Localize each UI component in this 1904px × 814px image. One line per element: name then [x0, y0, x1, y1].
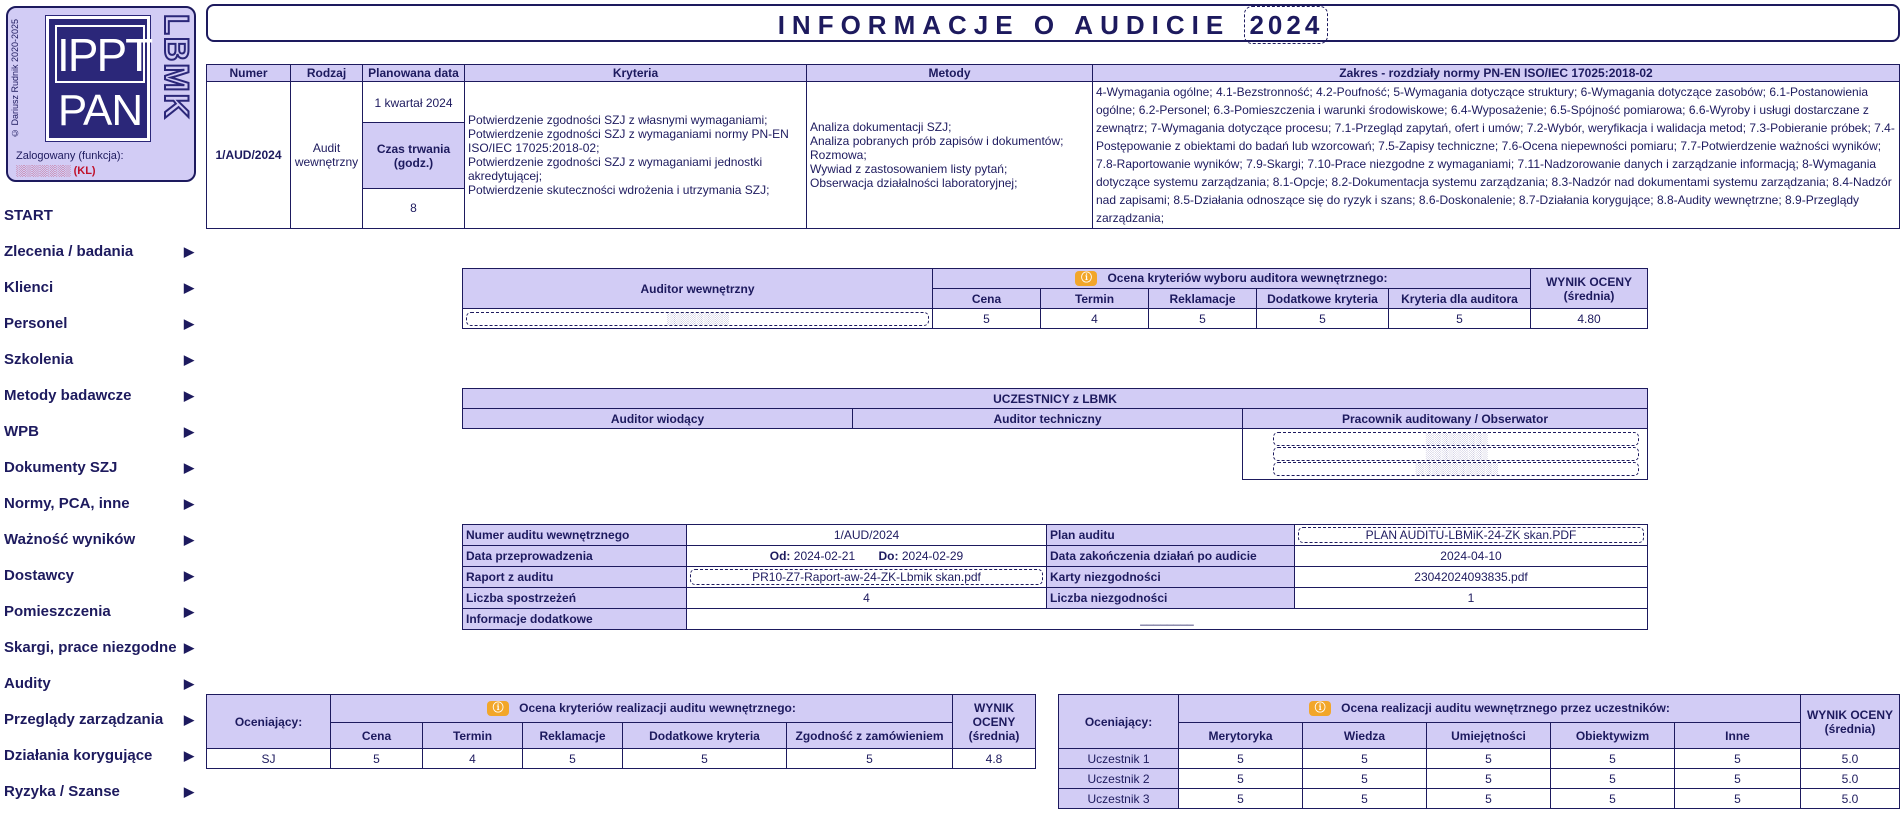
participant-score: 5	[1303, 789, 1427, 809]
nav-item-label: Pomieszczenia	[4, 603, 111, 620]
zakonczenie-label: Data zakończenia działań po audicie	[1047, 546, 1295, 567]
data-value	[687, 546, 1047, 567]
audit-details-table	[462, 524, 1648, 630]
col-termin: Termin	[1041, 289, 1149, 309]
plan-file-link[interactable]: PLAN AUDITU-LBMiK-24-ZK skan.PDF	[1298, 527, 1644, 543]
nav-item-personel[interactable]	[4, 312, 194, 336]
col-kryteria-auditora: Kryteria dla auditora	[1389, 289, 1531, 309]
nav-item-szkolenia[interactable]	[4, 348, 194, 372]
participant-score: 5	[1303, 769, 1427, 789]
info-icon[interactable]: ⓘ	[1075, 271, 1097, 286]
chevron-right-icon: ▶	[184, 280, 194, 295]
karty-label: Karty niezgodności	[1047, 567, 1295, 588]
col-pracownik: Pracownik auditowany / Obserwator	[1243, 409, 1648, 429]
do-label: Do:	[878, 549, 899, 563]
table-row	[463, 429, 1648, 480]
logo-panel	[6, 6, 196, 182]
chevron-right-icon: ▶	[184, 532, 194, 547]
raport-file-link[interactable]: PR10-Z7-Raport-aw-24-ZK-Lbmik skan.pdf	[690, 569, 1043, 585]
participant-score: 5	[1675, 789, 1801, 809]
year-selector[interactable]: 2024	[1244, 6, 1328, 44]
nav-item-wpb[interactable]	[4, 420, 194, 444]
od-label: Od:	[769, 549, 791, 563]
auditor-name-field[interactable]: ░░░░░░░░░	[466, 312, 929, 326]
nav-item-pomieszczenia[interactable]	[4, 600, 194, 624]
participant-score: 5	[1675, 749, 1801, 769]
nav-item-label: Klienci	[4, 279, 54, 296]
participant-score: 5	[1427, 789, 1551, 809]
nav-item-ryzyka[interactable]	[4, 780, 194, 804]
table-row	[1059, 749, 1900, 769]
data-label: Data przeprowadzenia	[463, 546, 687, 567]
audit-kryteria	[465, 82, 807, 229]
participant-name: Uczestnik 2	[1059, 769, 1179, 789]
col-wiedza: Wiedza	[1303, 723, 1427, 749]
audit-numer: 1/AUD/2024	[207, 82, 291, 229]
realization-avg: 4.8	[953, 749, 1036, 769]
logo-pan-text: PAN	[57, 86, 143, 135]
col-reklamacje: Reklamacje	[523, 723, 623, 749]
od-value: 2024-02-21	[793, 549, 856, 563]
do-value: 2024-02-29	[901, 549, 964, 563]
nav-item-zlecenia[interactable]	[4, 240, 194, 264]
col-reklamacje: Reklamacje	[1149, 289, 1257, 309]
nav-item-skargi[interactable]	[4, 636, 194, 660]
nav-item-waznosc[interactable]	[4, 528, 194, 552]
chevron-right-icon: ▶	[184, 676, 194, 691]
niezgodnosci-label: Liczba niezgodności	[1047, 588, 1295, 609]
chevron-right-icon: ▶	[184, 460, 194, 475]
participant-score: 5	[1179, 749, 1303, 769]
nav-item-label: Metody badawcze	[4, 387, 132, 404]
col-dodatkowe: Dodatkowe kryteria	[623, 723, 787, 749]
metody-line: Obserwacja działalności laboratoryjnej;	[810, 176, 1018, 190]
participants-eval-group	[1179, 695, 1801, 723]
nav-start-label: START	[4, 207, 53, 224]
realization-reklamacje: 5	[523, 749, 623, 769]
auditor-eval-table	[462, 268, 1648, 329]
metody-line: Analiza dokumentacji SZJ;	[810, 120, 952, 134]
col-cena: Cena	[933, 289, 1041, 309]
info-label: Informacje dodatkowe	[463, 609, 687, 630]
participant-score: 5	[1427, 749, 1551, 769]
nav-item-label: Ważność wyników	[4, 531, 136, 548]
chevron-right-icon: ▶	[184, 424, 194, 439]
auditor-eval-group	[933, 269, 1531, 289]
nav-item-dzialania[interactable]	[4, 744, 194, 768]
karty-file-link[interactable]: 23042024093835.pdf	[1295, 567, 1648, 588]
audit-planned: 1 kwartał 2024	[363, 83, 464, 123]
col-zgodnosc: Zgodność z zamówieniem	[787, 723, 953, 749]
page-title	[206, 4, 1900, 42]
nav-item-label: Audity	[4, 675, 51, 692]
col-zakres: Zakres - rozdziały normy PN-EN ISO/IEC 17025:2018-02	[1093, 65, 1900, 82]
metody-line: Rozmowa;	[810, 148, 867, 162]
nav-item-label: Ryzyka / Szanse	[4, 783, 120, 800]
numer-label: Numer auditu wewnętrznego	[463, 525, 687, 546]
col-umiejetnosci: Umiejętności	[1427, 723, 1551, 749]
spostrzezenia-value: 4	[687, 588, 1047, 609]
nav-item-label: Szkolenia	[4, 351, 74, 368]
participants-title: UCZESTNICY z LBMK	[463, 389, 1648, 409]
nav-item-label: Dokumenty SZJ	[4, 459, 118, 476]
col-obiektywizm: Obiektywizm	[1551, 723, 1675, 749]
nav-item-label: Przeglądy zarządzania	[4, 711, 164, 728]
col-kryteria: Kryteria	[465, 65, 807, 82]
realization-group	[331, 695, 953, 723]
participant-score: 5	[1551, 789, 1675, 809]
kryteria-line: Potwierdzenie zgodności SZJ z wymaganiami jednostki akredytującej;	[468, 155, 763, 183]
chevron-right-icon: ▶	[184, 604, 194, 619]
participant-score: 5	[1675, 769, 1801, 789]
participants-result-label: WYNIK OCENY (średnia)	[1801, 695, 1900, 749]
participant-score: 5	[1551, 769, 1675, 789]
realization-termin: 4	[423, 749, 523, 769]
info-icon[interactable]: ⓘ	[1309, 701, 1331, 716]
participants-table	[462, 388, 1648, 480]
numer-value: 1/AUD/2024	[687, 525, 1047, 546]
login-label: Zalogowany (funkcja):	[16, 150, 124, 162]
table-row	[1059, 789, 1900, 809]
auditor-cena: 5	[933, 309, 1041, 329]
chevron-right-icon: ▶	[184, 316, 194, 331]
realization-dodatkowe: 5	[623, 749, 787, 769]
audit-table-header	[207, 65, 1900, 82]
nav-item-normy[interactable]	[4, 492, 194, 516]
realization-group-label: Ocena kryteriów realizacji auditu wewnętrznego:	[519, 700, 796, 715]
nav-item-dostawcy[interactable]	[4, 564, 194, 588]
table-row	[207, 749, 1036, 769]
page-title-text: INFORMACJE O AUDICIE	[777, 10, 1231, 40]
audit-row	[207, 82, 1900, 229]
chevron-right-icon: ▶	[184, 748, 194, 763]
plan-label: Plan auditu	[1047, 525, 1295, 546]
table-row	[463, 309, 1648, 329]
nav-start[interactable]	[4, 204, 194, 228]
participant-name: Uczestnik 3	[1059, 789, 1179, 809]
nav-item-label: Dostawcy	[4, 567, 75, 584]
chevron-right-icon: ▶	[184, 496, 194, 511]
kryteria-line: Potwierdzenie skuteczności wdrożenia i utrzymania SZJ;	[468, 183, 770, 197]
spostrzezenia-label: Liczba spostrzeżeń	[463, 588, 687, 609]
nav-item-label: WPB	[4, 423, 39, 440]
col-inne: Inne	[1675, 723, 1801, 749]
col-auditor-wiodacy: Auditor wiodący	[463, 409, 853, 429]
participant-score: 5	[1179, 789, 1303, 809]
logo-ippt-text: IPPT	[55, 25, 145, 83]
observer-field[interactable]: ░░░░░░░░░	[1273, 447, 1639, 461]
raport-label: Raport z auditu	[463, 567, 687, 588]
copyright-text: © Dariusz Rudnik 2020-2025	[10, 18, 20, 138]
col-auditor: Auditor wewnętrzny	[463, 269, 933, 309]
duration-value: 8	[410, 201, 417, 215]
participants-rater-label: Oceniający:	[1059, 695, 1179, 749]
nav-item-dokumenty[interactable]	[4, 456, 194, 480]
audit-table	[206, 64, 1900, 229]
nav-item-label: Działania korygujące	[4, 747, 153, 764]
col-planowana-data: Planowana data	[363, 65, 465, 82]
duration-label: Czas trwania (godz.)	[363, 123, 464, 189]
auditor-reklamacje: 5	[1149, 309, 1257, 329]
col-rodzaj: Rodzaj	[291, 65, 363, 82]
kryteria-line: Potwierdzenie zgodności SZJ z własnymi wymaganiami;	[468, 113, 768, 127]
chevron-right-icon: ▶	[184, 712, 194, 727]
logo-lbmk-text: LBMK	[157, 14, 195, 121]
chevron-right-icon: ▶	[184, 568, 194, 583]
auditor-termin: 4	[1041, 309, 1149, 329]
auditor-avg: 4.80	[1531, 309, 1648, 329]
login-user: ░░░░░░░ (KL)	[16, 165, 96, 177]
auditor-dodatkowe: 5	[1257, 309, 1389, 329]
chevron-right-icon: ▶	[184, 784, 194, 799]
col-dodatkowe: Dodatkowe kryteria	[1257, 289, 1389, 309]
info-icon[interactable]: ⓘ	[487, 701, 509, 716]
col-metody: Metody	[807, 65, 1093, 82]
nav-item-label: Zlecenia / badania	[4, 243, 134, 260]
niezgodnosci-value: 1	[1295, 588, 1648, 609]
metody-line: Wywiad z zastosowaniem listy pytań;	[810, 162, 1008, 176]
observer-field[interactable]: ░░░░░░░░░░░░	[1273, 462, 1639, 476]
nav-item-label: Personel	[4, 315, 68, 332]
col-numer: Numer	[207, 65, 291, 82]
participant-avg: 5.0	[1801, 749, 1900, 769]
realization-zgodnosc: 5	[787, 749, 953, 769]
observer-field[interactable]: ░░░░░░░░░	[1273, 432, 1639, 446]
nav-item-audity[interactable]	[4, 672, 194, 696]
auditor-eval-group-label: Ocena kryteriów wyboru auditora wewnętrznego:	[1107, 270, 1388, 285]
realization-result-label: WYNIK OCENY (średnia)	[953, 695, 1036, 749]
audit-rodzaj: Audit wewnętrzny	[291, 82, 363, 229]
realization-eval-table	[206, 694, 1036, 769]
participant-score: 5	[1427, 769, 1551, 789]
audit-planned-cell	[363, 82, 465, 229]
auditor-kryteria: 5	[1389, 309, 1531, 329]
table-row	[1059, 769, 1900, 789]
participant-score: 5	[1551, 749, 1675, 769]
nav-item-label: Skargi, prace niezgodne	[4, 639, 177, 656]
col-result: WYNIK OCENY (średnia)	[1531, 269, 1648, 309]
nav-item-klienci[interactable]	[4, 276, 194, 300]
participant-score: 5	[1303, 749, 1427, 769]
chevron-right-icon: ▶	[184, 388, 194, 403]
realization-rater: SJ	[207, 749, 331, 769]
realization-rater-label: Oceniający:	[207, 695, 331, 749]
info-value: ________	[687, 609, 1648, 630]
participants-eval-group-label: Ocena realizacji auditu wewnętrznego przez uczestników:	[1341, 700, 1670, 715]
participants-eval-table	[1058, 694, 1900, 809]
chevron-right-icon: ▶	[184, 352, 194, 367]
nav-item-metody[interactable]	[4, 384, 194, 408]
participant-avg: 5.0	[1801, 769, 1900, 789]
nav-item-przeglady[interactable]	[4, 708, 194, 732]
col-cena: Cena	[331, 723, 423, 749]
participant-avg: 5.0	[1801, 789, 1900, 809]
participant-name: Uczestnik 1	[1059, 749, 1179, 769]
metody-line: Analiza pobranych prób zapisów i dokumentów;	[810, 134, 1064, 148]
audit-metody	[807, 82, 1093, 229]
ippt-pan-logo	[46, 16, 150, 141]
nav-item-label: Normy, PCA, inne	[4, 495, 130, 512]
col-merytoryka: Merytoryka	[1179, 723, 1303, 749]
participant-score: 5	[1179, 769, 1303, 789]
realization-cena: 5	[331, 749, 423, 769]
kryteria-line: Potwierdzenie zgodności SZJ z wymaganiami normy PN-EN ISO/IEC 17025:2018-02;	[468, 127, 789, 155]
audit-zakres: 4-Wymagania ogólne; 4.1-Bezstronność; 4.2-Poufność; 5-Wymagania dotyczące struktury; 6-Wymagania dotyczące zasobów; 6.1-Postanowienia ogólne; 6.2-Personel; 6.3-Pomieszczenia i warunki środowiskowe; 6.4-Wyposażenie; 6.5-Spójność pomiarowa; 6.6-Wyroby i usługi dostarczane z zewnątrz; 7-Wymagania dotyczące procesu; 7.1-Przegląd zapytań, ofert i umów; 7.2-Wybór, weryfikacja i walidacja metod; 7.3-Pobieranie próbek; 7.4-Postępowanie z obiektami do badań lub wzorcowań; 7.5-Zapisy techniczne; 7.6-Ocena niepewności pomiaru; 7.7-Potwierdzenie ważności wyników; 7.8-Raportowanie wyników; 7.9-Skargi; 7.10-Prace niezgodne z wymaganiami; 7.11-Nadzorowanie danych i zarządzanie informacją; 8-Wymagania dotyczące systemu zarządzania; 8.1-Opcje; 8.2-Dokumentacja systemu zarządzania; 8.3-Nadzór nad dokumentami systemu zarządzania; 8.4-Nadzór nad zapisami; 8.5-Działania odnoszące się do ryzyk i szans; 8.6-Doskonalenie; 8.7-Działania korygujące; 8.8-Audity wewnętrzne; 8.9-Przeglądy zarządzania;	[1093, 82, 1900, 229]
chevron-right-icon: ▶	[184, 244, 194, 259]
zakonczenie-value: 2024-04-10	[1295, 546, 1648, 567]
col-termin: Termin	[423, 723, 523, 749]
col-auditor-techniczny: Auditor techniczny	[853, 409, 1243, 429]
chevron-right-icon: ▶	[184, 640, 194, 655]
